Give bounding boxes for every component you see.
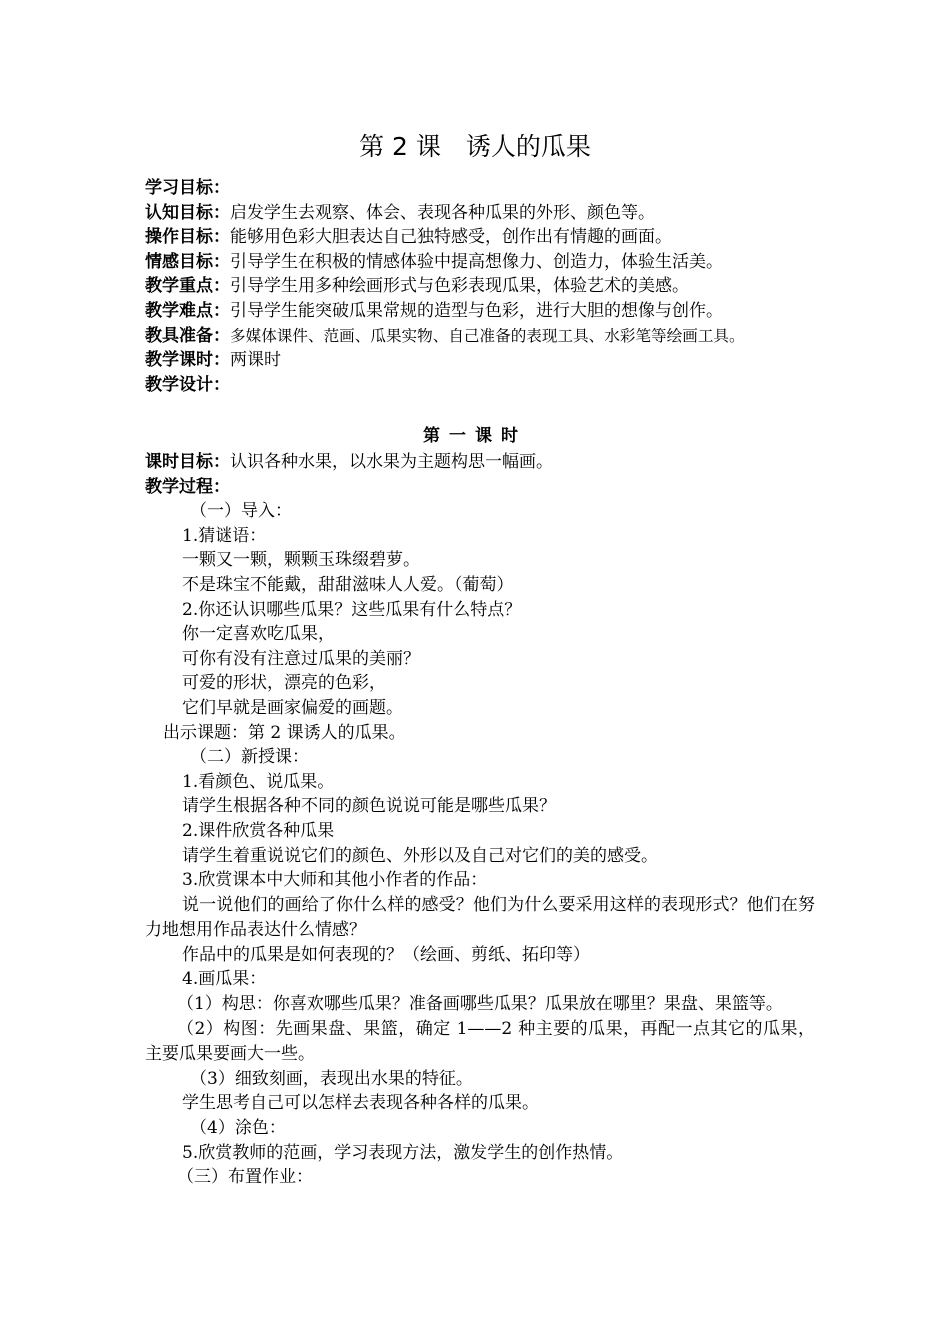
body-line: （三）布置作业： <box>177 1167 313 1188</box>
body-paragraph: 说一说他们的画给了你什么样的感受？他们为什么要采用这样的表现形式？他们在努力地想用作品表达什么情感？ <box>145 894 815 940</box>
header-text: 启发学生去观察、体会、表现各种瓜果的外形、颜色等。 <box>230 202 655 223</box>
process-label: 教学过程： <box>145 476 230 497</box>
body-line: 2.你还认识哪些瓜果？这些瓜果有什么特点？ <box>182 599 522 620</box>
body-line: 1.猜谜语： <box>182 525 267 546</box>
body-line: 学生思考自己可以怎样去表现各种各样的瓜果。 <box>182 1093 539 1114</box>
header-text: 引导学生能突破瓜果常规的造型与色彩，进行大胆的想像与创作。 <box>230 300 723 321</box>
lesson-goal-label: 课时目标： <box>145 452 230 472</box>
lesson-body <box>145 450 815 1190</box>
lesson-title: 第 2 课 诱人的瓜果 <box>359 132 591 161</box>
lesson-header <box>145 176 815 397</box>
header-line-cognitive-goal <box>145 201 815 226</box>
header-label: 教学课时： <box>145 350 230 371</box>
body-line: 不是珠宝不能戴，甜甜滋味人人爱。（葡萄） <box>182 574 514 595</box>
header-label: 教具准备： <box>145 325 230 346</box>
header-text: 多媒体课件、范画、瓜果实物、自己准备的表现工具、水彩笔等绘画工具。 <box>230 326 745 345</box>
body-line: 请学生根据各种不同的颜色说说可能是哪些瓜果？ <box>182 796 556 817</box>
body-line: （一）导入： <box>190 501 292 522</box>
body-line: 5.欣赏教师的范画，学习表现方法，激发学生的创作热情。 <box>182 1142 624 1163</box>
header-label: 认知目标： <box>145 202 230 223</box>
header-line-key-point <box>145 274 815 299</box>
body-line: （4）涂色： <box>190 1118 286 1139</box>
header-text: 引导学生用多种绘画形式与色彩表现瓜果，体验艺术的美感。 <box>230 276 689 297</box>
header-line-design <box>145 373 815 398</box>
body-line: （3）细致刻画，表现出水果的特征。 <box>190 1068 473 1089</box>
body-line: 请学生着重说说它们的颜色、外形以及自己对它们的美的感受。 <box>182 845 658 866</box>
header-text: 两课时 <box>230 350 281 371</box>
header-line-difficulty <box>145 299 815 324</box>
lesson-goal-line <box>145 450 815 475</box>
header-line-periods <box>145 348 815 373</box>
body-line: 2.课件欣赏各种瓜果 <box>182 820 335 841</box>
body-line: （二）新授课： <box>190 747 309 768</box>
header-text: 引导学生在积极的情感体验中提高想像力、创造力，体验生活美。 <box>230 251 723 272</box>
header-line-operation-goal <box>145 225 815 250</box>
header-label: 教学设计： <box>145 374 230 395</box>
body-line: 4.画瓜果： <box>182 969 267 990</box>
header-line-learning-goals <box>145 176 815 201</box>
body-line: 作品中的瓜果是如何表现的？（绘画、剪纸、拓印等） <box>182 944 590 965</box>
process-line <box>145 475 815 500</box>
body-line: 可你有没有注意过瓜果的美丽？ <box>182 648 420 669</box>
body-line: 它们早就是画家偏爱的画题。 <box>182 697 403 718</box>
body-line: 1.看颜色、说瓜果。 <box>182 771 335 792</box>
body-paragraph: （1）构思：你喜欢哪些瓜果？准备画哪些瓜果？瓜果放在哪里？果盘、果篮等。 <box>177 993 783 1014</box>
header-line-materials <box>145 324 815 349</box>
header-label: 学习目标： <box>145 178 230 198</box>
section-title-first-period: 第一课时 <box>423 426 527 446</box>
header-label: 教学难点： <box>145 300 230 321</box>
body-line: 一颗又一颗，颗颗玉珠缀碧萝。 <box>182 550 420 571</box>
header-label: 情感目标： <box>145 251 230 272</box>
header-label: 教学重点： <box>145 276 230 297</box>
header-line-emotion-goal <box>145 250 815 275</box>
header-label: 操作目标： <box>145 227 230 248</box>
body-paragraph: （2）构图：先画果盘、果篮，确定 1——2 种主要的瓜果，再配一点其它的瓜果，主要瓜果要画大一些。 <box>145 1018 815 1064</box>
body-line: 可爱的形状，漂亮的色彩， <box>182 673 386 694</box>
header-text: 能够用色彩大胆表达自己独特感受，创作出有情趣的画面。 <box>230 227 672 248</box>
body-line: 你一定喜欢吃瓜果， <box>182 624 335 645</box>
body-line: 3.欣赏课本中大师和其他小作者的作品： <box>182 870 488 891</box>
lesson-goal-text: 认识各种水果，以水果为主题构思一幅画。 <box>230 452 553 472</box>
body-line: 出示课题：第 2 课诱人的瓜果。 <box>163 722 406 743</box>
